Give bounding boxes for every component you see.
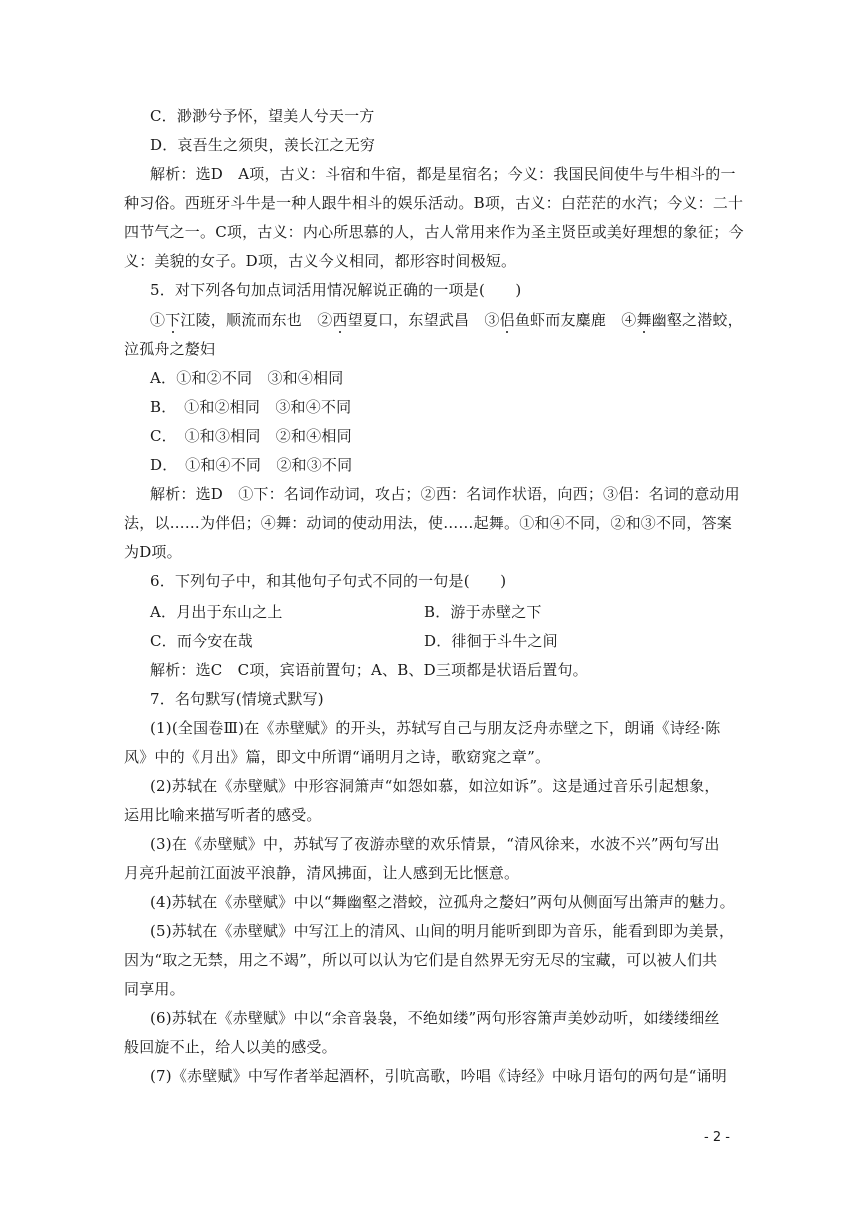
- analysis-4-line-3: 四节气之一。C项，古义：内心所思慕的人，古人常用来作为圣主贤臣或美好理想的象征；今: [124, 223, 744, 241]
- segment: 鱼虾而友麋鹿 ④: [514, 311, 637, 329]
- item-2-line-2: 运用比喻来描写听者的感受。: [124, 806, 322, 824]
- segment: 望夏口，东望武昌 ③: [347, 311, 500, 329]
- question-6-option-b: B．游于赤壁之下: [424, 603, 542, 621]
- analysis-5-line-1: 解析：选D ①下：名词作动词，攻占；②西：名词作状语，向西；③侣：名词的意动用: [150, 485, 740, 503]
- analysis-5-line-3: 为D项。: [124, 543, 182, 561]
- question-6-option-a: A．月出于东山之上: [150, 603, 283, 621]
- item-7-line-1: (7)《赤壁赋》中写作者举起酒杯，引吭高歌，吟唱《诗经》中咏月语句的两句是“诵明: [150, 1067, 727, 1085]
- dotted-char-xia: 下: [165, 311, 181, 329]
- item-4-line-1: (4)苏轼在《赤壁赋》中以“舞幽壑之潜蛟，泣孤舟之嫠妇”两句从侧面写出箫声的魅力。: [150, 893, 735, 911]
- dotted-char-lv: 侣: [499, 311, 515, 329]
- question-5-sentences-cont: 泣孤舟之嫠妇: [124, 340, 216, 358]
- analysis-4-line-4: 义：美貌的女子。D项，古义今义相同，都形容时间极短。: [124, 252, 517, 270]
- question-5-stem: 5．对下列各句加点词活用情况解说正确的一项是( ): [150, 281, 522, 299]
- question-5-sentences: [150, 310, 744, 330]
- analysis-5-line-2: 法，以……为伴侣；④舞：动词的使动用法，使……起舞。①和④不同，②和③不同，答案: [124, 514, 733, 532]
- item-3-line-1: (3)在《赤壁赋》中，苏轼写了夜游赤壁的欢乐情景，“清风徐来，水波不兴”两句写出: [150, 835, 720, 853]
- option-d-line: D．哀吾生之须臾，羡长江之无穷: [150, 136, 376, 154]
- page-number: - 2 -: [704, 1130, 730, 1145]
- marker: ①: [150, 311, 166, 329]
- item-5-line-3: 同享用。: [124, 980, 185, 998]
- item-6-line-2: 般回旋不止，给人以美的感受。: [124, 1038, 337, 1056]
- question-5-option-d: D． ①和④不同 ②和③不同: [150, 456, 353, 474]
- item-5-line-1: (5)苏轼在《赤壁赋》中写江上的清风、山间的明月能听到即为音乐，能看到即为美景，: [150, 922, 735, 940]
- item-6-line-1: (6)苏轼在《赤壁赋》中以“余音袅袅，不绝如缕”两句形容箫声美妙动听，如缕缕细丝: [150, 1009, 720, 1027]
- dotted-char-xi: 西: [332, 311, 348, 329]
- option-c-line: C．渺渺兮予怀，望美人兮天一方: [150, 107, 375, 125]
- item-3-line-2: 月亮升起前江面波平浪静，清风拂面，让人感到无比惬意。: [124, 864, 520, 882]
- segment: 江陵，顺流而东也 ②: [180, 311, 333, 329]
- analysis-4-line-1: 解析：选D A项，古义：斗宿和牛宿，都是星宿名；今义：我国民间使牛与牛相斗的一: [150, 165, 736, 183]
- dotted-char-wu: 舞: [636, 311, 652, 329]
- question-5-option-b: B． ①和②相同 ③和④不同: [150, 398, 352, 416]
- question-5-option-a: A．①和②不同 ③和④相同: [150, 369, 344, 387]
- segment: 幽壑之潜蛟，: [651, 311, 743, 329]
- analysis-4-line-2: 种习俗。西班牙斗牛是一种人跟牛相斗的娱乐活动。B项，古义：白茫茫的水汽；今义：二十: [124, 194, 744, 212]
- question-6-option-d: D．徘徊于斗牛之间: [424, 632, 558, 650]
- question-6-option-c: C．而今安在哉: [150, 632, 253, 650]
- analysis-6: 解析：选C C项，宾语前置句；A、B、D三项都是状语后置句。: [150, 661, 588, 679]
- question-6-stem: 6．下列句子中，和其他句子句式不同的一句是( ): [150, 572, 507, 590]
- question-5-option-c: C． ①和③相同 ②和④相同: [150, 427, 352, 445]
- item-5-line-2: 因为“取之无禁，用之不竭”，所以可以认为它们是自然界无穷无尽的宝藏，可以被人们共: [124, 951, 718, 969]
- item-1-line-2: 风》中的《月出》篇，即文中所谓“诵明月之诗，歌窈窕之章”。: [124, 748, 551, 766]
- question-7-stem: 7．名句默写(情境式默写): [150, 690, 324, 708]
- item-1-line-1: (1)(全国卷Ⅲ)在《赤壁赋》的开头，苏轼写自己与朋友泛舟赤壁之下，朗诵《诗经·陈: [150, 719, 721, 737]
- item-2-line-1: (2)苏轼在《赤壁赋》中形容洞箫声“如怨如慕，如泣如诉”。这是通过音乐引起想象，: [150, 777, 720, 795]
